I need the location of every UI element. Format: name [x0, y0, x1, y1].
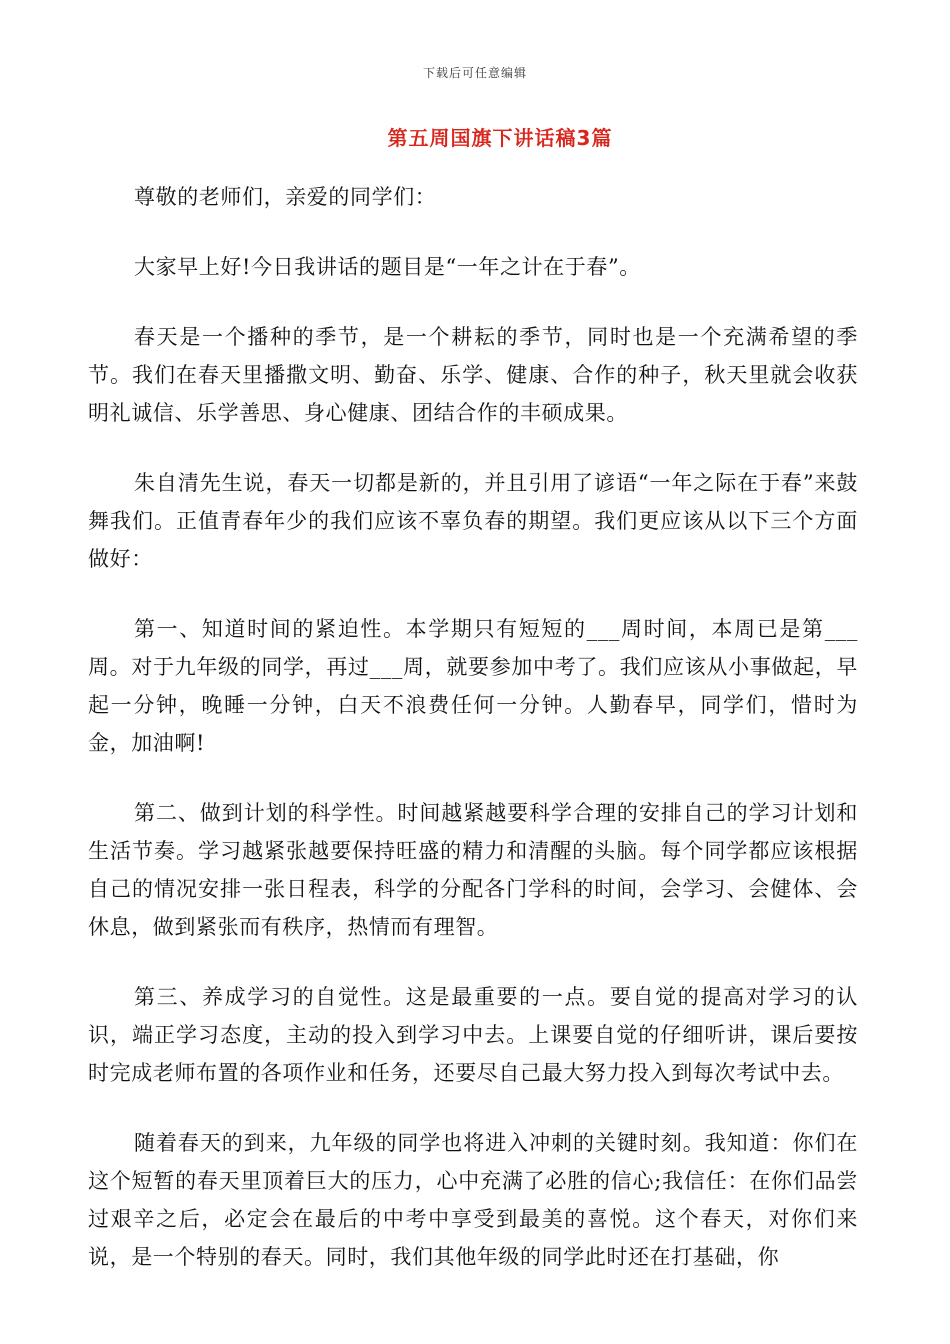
paragraph-opening: 大家早上好!今日我讲话的题目是“一年之计在于春”。 [134, 255, 641, 279]
paragraph-zhu-ziqing: 朱自清先生说，春天一切都是新的，并且引用了谚语“一年之际在于春”来鼓舞我们。正值青春年少的我们应该不辜负春的期望。我们更应该从以下三个方面做好： [88, 471, 858, 571]
document-title: 第五周国旗下讲话稿3篇 [387, 126, 613, 150]
header-note: 下载后可任意编辑 [422, 66, 527, 80]
paragraph-point-three: 第三、养成学习的自觉性。这是最重要的一点。要自觉的提高对学习的认识，端正学习态度，主动的投入到学习中去。上课要自觉的仔细听讲，课后要按时完成老师布置的各项作业和任务，还要尽自己最大努力投入到每次考试中去。 [88, 985, 858, 1085]
document-body [88, 178, 858, 1308]
paragraph-point-one: 第一、知道时间的紧迫性。本学期只有短短的___周时间，本周已是第___周。对于九年级的同学，再过___周，就要参加中考了。我们应该从小事做起，早起一分钟，晚睡一分钟，白天不浪费任何一分钟。人勤春早，同学们，惜时为金，加油啊! [88, 617, 858, 755]
paragraph-closing: 随着春天的到来，九年级的同学也将进入冲刺的关键时刻。我知道：你们在这个短暂的春天里顶着巨大的压力，心中充满了必胜的信心;我信任：在你们品尝过艰辛之后，必定会在最后的中考中享受到最美的喜悦。这个春天，对你们来说，是一个特别的春天。同时，我们其他年级的同学此时还在打基础，你 [88, 1131, 858, 1269]
paragraph-greeting: 尊敬的老师们，亲爱的同学们： [134, 185, 437, 209]
paragraph-spring: 春天是一个播种的季节，是一个耕耘的季节，同时也是一个充满希望的季节。我们在春天里播撒文明、勤奋、乐学、健康、合作的种子，秋天里就会收获明礼诚信、乐学善思、身心健康、团结合作的丰硕成果。 [88, 325, 858, 425]
paragraph-point-two: 第二、做到计划的科学性。时间越紧越要科学合理的安排自己的学习计划和生活节奏。学习越紧张越要保持旺盛的精力和清醒的头脑。每个同学都应该根据自己的情况安排一张日程表，科学的分配各门学科的时间，会学习、会健体、会休息，做到紧张而有秩序，热情而有理智。 [88, 801, 858, 939]
